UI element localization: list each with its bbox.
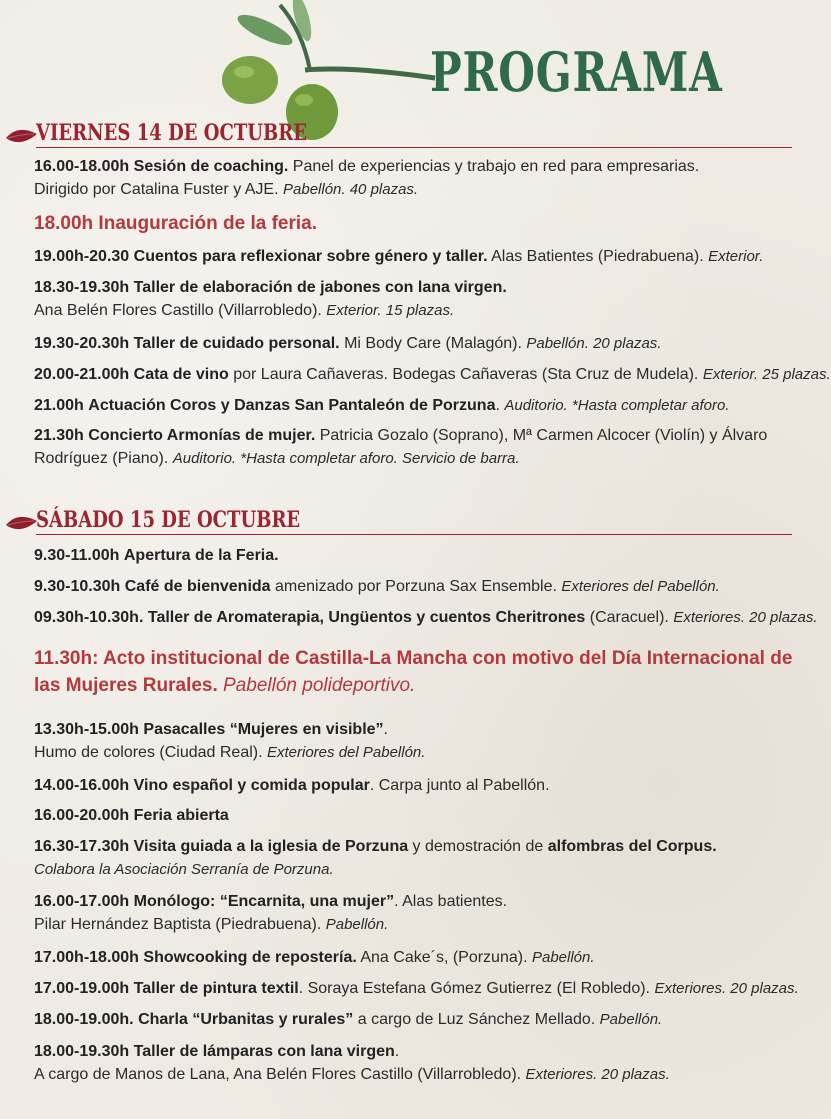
event-time: 18.00-19.00h.: [34, 1011, 134, 1028]
event-desc: . Carpa junto al Pabellón.: [369, 777, 550, 794]
event-title: Café de bienvenida: [124, 578, 271, 595]
event-title: Taller de elaboración de jabones con lana virgen.: [133, 279, 507, 296]
event-note: Exteriores del Pabellón.: [561, 578, 720, 595]
event-time: 17.00-19.00h: [34, 980, 130, 997]
event-aromaterapia: [34, 606, 818, 629]
event-time: 09.30h-10.30h.: [34, 609, 144, 626]
event-desc: Humo de colores (Ciudad Real).: [34, 744, 267, 761]
event-note: Pabellón.: [599, 1011, 663, 1028]
event-title: Visita guiada a la iglesia de Porzuna: [133, 838, 409, 855]
event-note: Auditorio. *Hasta completar aforo.: [504, 397, 730, 414]
event-desc: Ana Cake´s, (Porzuna).: [356, 949, 532, 966]
event-title: Taller de Aromaterapia, Ungüentos y cuentos Cheritrones: [147, 609, 586, 626]
red-leaf-icon: [4, 124, 38, 146]
event-note: Exteriores. 20 plazas.: [525, 1066, 670, 1083]
event-pasacalles: [34, 718, 794, 764]
event-concierto: [34, 424, 794, 470]
event-time: 21.30h: [34, 427, 84, 444]
event-desc: (Caracuel).: [585, 609, 674, 626]
event-monologo: [34, 890, 794, 936]
event-time: 16.00-17.00h: [34, 893, 130, 910]
event-coaching: [34, 155, 794, 201]
event-desc: Panel de experiencias y trabajo en red para empresarias.: [288, 158, 700, 175]
olive-branch-icon: [210, 0, 450, 140]
event-desc: amenizado por Porzuna Sax Ensemble.: [270, 578, 562, 595]
event-note: Pabellón polideportivo.: [223, 675, 416, 696]
day-title-friday: VIERNES 14 DE OCTUBRE: [36, 120, 308, 146]
event-title: Apertura de la Feria.: [123, 547, 279, 564]
event-time: 19.30-20.30h: [34, 335, 130, 352]
event-desc: .: [495, 397, 505, 414]
event-title: Cata de vino: [133, 366, 229, 383]
event-time: 9.30-11.00h: [34, 547, 120, 564]
event-charla: [34, 1008, 794, 1031]
event-coros: [34, 394, 794, 417]
event-time: 16.30-17.30h: [34, 838, 130, 855]
event-time: 9.30-10.30h: [34, 578, 121, 595]
event-desc: Alas Batientes (Piedrabuena).: [487, 248, 709, 265]
event-visita-guiada: [34, 835, 794, 881]
event-note: Pabellón.: [325, 916, 389, 933]
event-time: 16.00-20.00h: [34, 807, 130, 824]
event-time: 20.00-21.00h: [34, 366, 130, 383]
event-time: 17.00h-18.00h: [34, 949, 139, 966]
event-desc: y demostración de: [408, 838, 548, 855]
highlight-line: 11.30h: Acto institucional de Castilla-La Mancha con motivo del Día Internacional de: [34, 648, 793, 669]
event-time: 18.00-19.30h: [34, 1043, 130, 1060]
event-vino-espanol: [34, 774, 794, 797]
event-title: Monólogo: “Encarnita, una mujer”: [133, 893, 395, 910]
event-note: Exterior. 25 plazas.: [702, 366, 831, 383]
event-title: Concierto Armonías de mujer.: [88, 427, 316, 444]
red-leaf-icon: [4, 511, 38, 533]
event-time: 14.00-16.00h: [34, 777, 130, 794]
event-desc: Ana Belén Flores Castillo (Villarrobledo).: [34, 302, 327, 319]
event-feria-abierta: [34, 804, 794, 827]
event-note: Exterior.: [708, 248, 764, 265]
event-note: Pabellón. 20 plazas.: [526, 335, 662, 352]
event-note: Exterior. 15 plazas.: [326, 302, 455, 319]
event-title: Pasacalles “Mujeres en visible”: [143, 721, 384, 738]
day-title-saturday: SÁBADO 15 DE OCTUBRE: [36, 507, 301, 533]
event-vino: [34, 363, 831, 386]
event-time: 21.00h: [34, 397, 84, 414]
event-desc: . Soraya Estefana Gómez Gutierrez (El Robledo).: [298, 980, 655, 997]
event-note: Pabellón. 40 plazas.: [283, 181, 419, 198]
event-title: Feria abierta: [133, 807, 229, 824]
event-note: Colabora la Asociación Serranía de Porzuna.: [34, 861, 334, 878]
event-cafe: [34, 575, 794, 598]
event-title: Taller de pintura textil: [133, 980, 299, 997]
event-apertura: [34, 544, 794, 567]
event-desc: . Alas batientes.: [394, 893, 508, 910]
event-lamparas: [34, 1040, 794, 1086]
event-title: Actuación Coros y Danzas San Pantaleón de Porzuna: [88, 397, 496, 414]
event-title: Charla “Urbanitas y rurales”: [138, 1011, 354, 1028]
event-desc: Rodríguez (Piano).: [34, 450, 173, 467]
event-title: Showcooking de repostería.: [143, 949, 357, 966]
event-desc: a cargo de Luz Sánchez Mellado.: [353, 1011, 600, 1028]
event-desc: Patricia Gozalo (Soprano), Mª Carmen Alcocer (Violín) y Álvaro: [315, 427, 768, 444]
event-desc: .: [383, 721, 388, 738]
divider: [36, 147, 792, 148]
day-header-saturday: [0, 507, 806, 537]
page-title: PROGRAMA: [430, 40, 723, 104]
event-showcooking: [34, 946, 794, 969]
event-acto-institucional: [34, 645, 794, 699]
event-note: Exteriores. 20 plazas.: [654, 980, 799, 997]
event-note: Exteriores del Pabellón.: [267, 744, 426, 761]
event-title: Taller de cuidado personal.: [133, 335, 340, 352]
event-note: Exteriores. 20 plazas.: [673, 609, 818, 626]
event-note: Pabellón.: [531, 949, 595, 966]
event-title: Vino español y comida popular: [133, 777, 370, 794]
day-header-friday: [0, 120, 806, 150]
event-title: Sesión de coaching.: [133, 158, 289, 175]
event-time: 19.00h-20.30: [34, 248, 130, 265]
event-desc: Mi Body Care (Malagón).: [339, 335, 527, 352]
highlight-line: las Mujeres Rurales.: [34, 675, 224, 696]
event-title: Cuentos para reflexionar sobre género y taller.: [133, 248, 488, 265]
event-pintura-textil: [34, 977, 799, 1000]
event-title: alfombras del Corpus.: [547, 838, 717, 855]
event-time: 13.30h-15.00h: [34, 721, 139, 738]
event-time: 18.30-19.30h: [34, 279, 130, 296]
event-cuentos: [34, 245, 794, 268]
event-desc: Dirigido por Catalina Fuster y AJE.: [34, 181, 283, 198]
divider: [36, 534, 792, 535]
event-cuidado: [34, 332, 794, 355]
event-title: Taller de lámparas con lana virgen: [133, 1043, 395, 1060]
event-time: 16.00-18.00h: [34, 158, 130, 175]
event-desc: Pilar Hernández Baptista (Piedrabuena).: [34, 916, 326, 933]
event-desc: por Laura Cañaveras. Bodegas Cañaveras (Sta Cruz de Mudela).: [228, 366, 703, 383]
event-inauguration: 18.00h Inauguración de la feria.: [34, 213, 317, 234]
event-desc: .: [394, 1043, 400, 1060]
event-jabones: [34, 276, 794, 322]
event-note: Auditorio. *Hasta completar aforo. Servicio de barra.: [172, 450, 520, 467]
event-desc: A cargo de Manos de Lana, Ana Belén Flores Castillo (Villarrobledo).: [34, 1066, 526, 1083]
